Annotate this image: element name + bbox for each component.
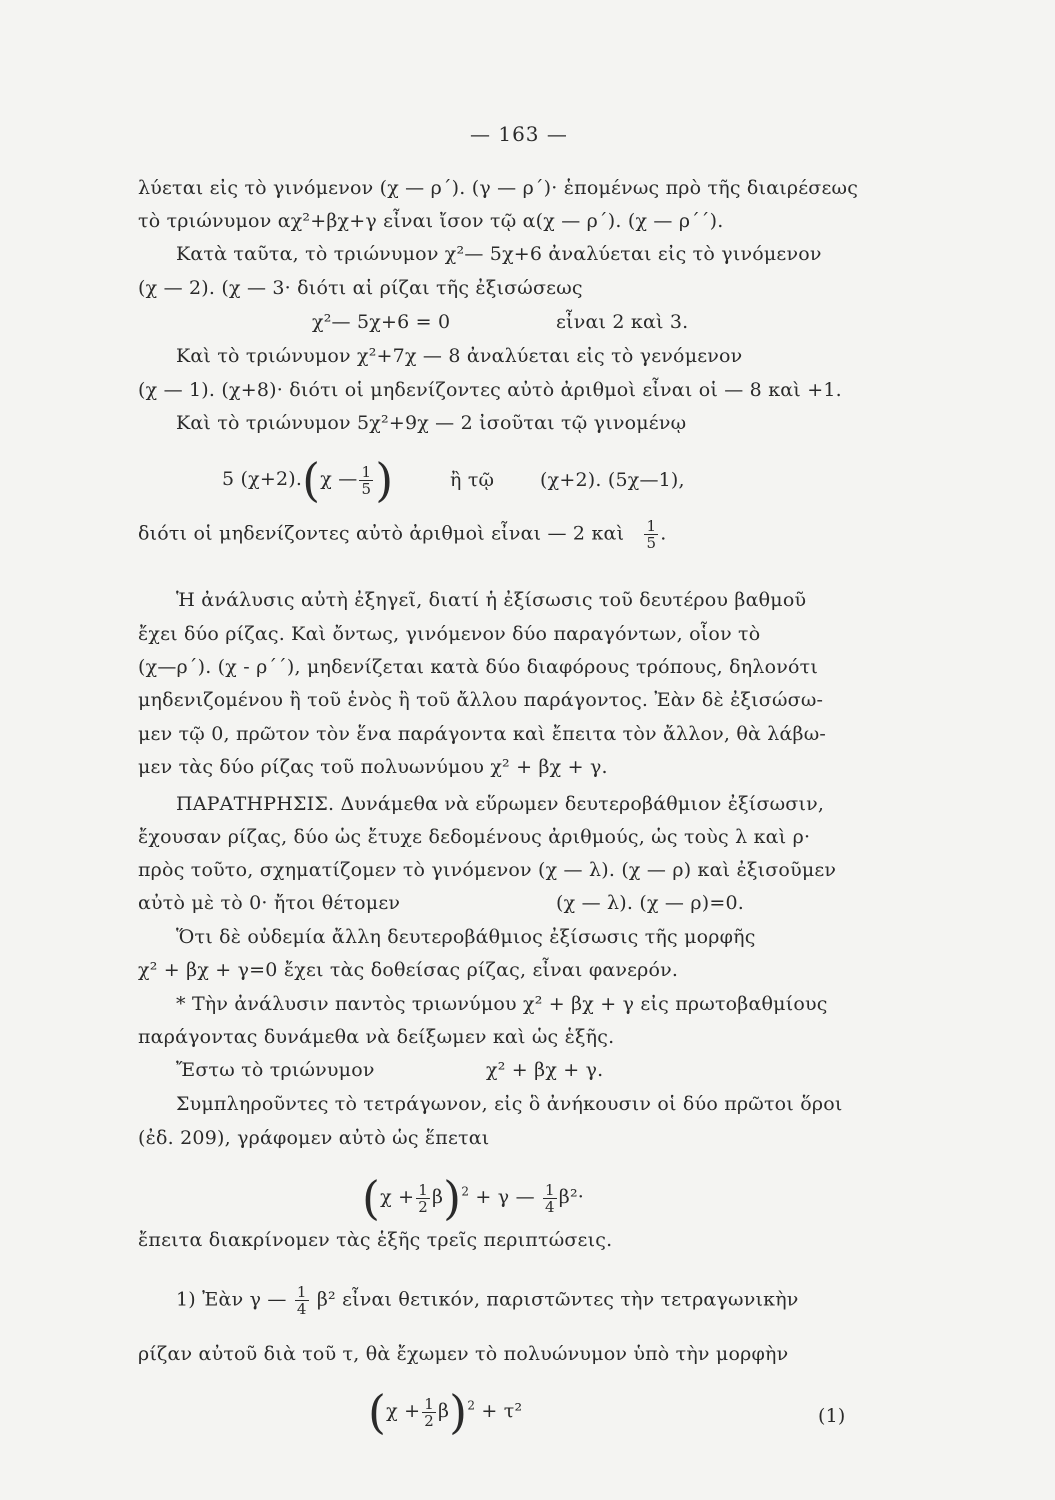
completed-square-formula (362, 1171, 585, 1225)
denominator: 5 (646, 534, 657, 552)
exponent: 2 (467, 1398, 476, 1413)
text-line: μεν τῷ 0, πρῶτον τὸν ἕνα παράγοντα καὶ ἔπειτα τὸν ἄλλον, θὰ λάβω- (138, 723, 827, 745)
text-line: μηδενιζομένου ἢ τοῦ ἑνὸς ἢ τοῦ ἄλλου παράγοντος. Ἐὰν δὲ ἐξισώσω- (138, 689, 824, 711)
text-line: Ἡ ἀνάλυσις αὐτὴ ἐξηγεῖ, διατί ἡ ἐξίσωσις τοῦ δευτέρου βαθμοῦ (176, 589, 807, 611)
numerator: 1 (646, 517, 657, 535)
text-span: 1) Ἐὰν γ — (176, 1288, 287, 1311)
equation: (χ+2). (5χ—1), (540, 469, 685, 491)
text-line: Καὶ τὸ τριώνυμον 5χ²+9χ — 2 ἰσοῦται τῷ γινομένῳ (176, 412, 687, 434)
text-line: Ἔστω τὸ τριώνυμον (176, 1059, 375, 1081)
text-span: β² εἶναι θετικόν, παριστῶντες τὴν τετραγωνικὴν (316, 1288, 799, 1311)
fraction (295, 1284, 309, 1317)
text-line: παράγοντας δυνάμεθα νὰ δείξωμεν καὶ ὡς ἑξῆς. (138, 1026, 615, 1048)
denominator: 5 (361, 479, 372, 498)
text-line: μεν τὰς δύο ρίζας τοῦ πολυωνύμου χ² + βχ + γ. (138, 756, 608, 778)
formula-part: β (431, 1186, 444, 1208)
paren-close: ) (443, 1171, 462, 1225)
equation: χ² + βχ + γ. (486, 1059, 604, 1081)
text-line (176, 1284, 799, 1317)
denominator: 2 (418, 1197, 428, 1216)
formula-part: β (437, 1400, 450, 1422)
fraction (543, 1182, 557, 1215)
formula-part: χ + (380, 1186, 415, 1208)
denominator: 4 (296, 1300, 307, 1318)
formula-one (368, 1385, 523, 1439)
text-line: ἔχει δύο ρίζας. Καὶ ὄντως, γινόμενον δύο παραγόντων, οἷον τὸ (138, 623, 761, 645)
text-line: (χ — 1). (χ+8)· διότι οἱ μηδενίζοντες αὐτὸ ἀριθμοὶ εἶναι οἱ — 8 καὶ +1. (138, 379, 842, 401)
page-number: — 163 — (470, 122, 568, 146)
exponent: 2 (461, 1184, 470, 1199)
text-line: αὐτὸ μὲ τὸ 0· ἤτοι θέτομεν (138, 892, 401, 914)
text-line: Ὅτι δὲ οὐδεμία ἄλλη δευτεροβάθμιος ἐξίσωσις τῆς μορφῆς (176, 926, 756, 948)
denominator: 2 (424, 1411, 434, 1430)
paren-close: ) (449, 1385, 468, 1439)
text-line: ἢ τῷ (450, 469, 495, 491)
equation: (χ — λ). (χ — ρ)=0. (556, 892, 744, 914)
fraction (422, 1396, 436, 1429)
equation: χ²— 5χ+6 = 0 (312, 311, 451, 333)
fraction (644, 518, 658, 551)
text-line: ΠΑΡΑΤΗΡΗΣΙΣ. Δυνάμεθα νὰ εὕρωμεν δευτεροβάθμιον ἐξίσωσιν, (176, 793, 825, 815)
formula-part: χ + (386, 1400, 421, 1422)
fraction (359, 464, 373, 497)
text-line: Καὶ τὸ τριώνυμον χ²+7χ — 8 ἀναλύεται εἰς τὸ γενόμενον (176, 345, 743, 367)
numerator: 1 (296, 1283, 307, 1301)
text-line: (χ—ρ΄). (χ - ρ΄΄), μηδενίζεται κατὰ δύο διαφόρους τρόπους, δηλονότι (138, 656, 818, 678)
paren-close: ) (375, 453, 394, 507)
text-line: Συμπληροῦντες τὸ τετράγωνον, εἰς ὃ ἀνήκουσιν οἱ δύο πρῶτοι ὅροι (176, 1093, 843, 1115)
text-line: πρὸς τοῦτο, σχηματίζομεν τὸ γινόμενον (χ — λ). (χ — ρ) καὶ ἐξισοῦμεν (138, 859, 837, 881)
denominator: 4 (545, 1197, 555, 1216)
text-line: διότι οἱ μηδενίζοντες αὐτὸ ἀριθμοὶ εἶναι — 2 καὶ $\frac{1}{5}$ . (138, 517, 667, 552)
text-line: λύεται εἰς τὸ γινόμενον (χ — ρ΄). (γ — ρ΄)· ἑπομένως πρὸ τῆς διαιρέσεως (138, 177, 859, 199)
numerator: 1 (418, 1180, 428, 1199)
text-line: εἶναι 2 καὶ 3. (556, 311, 689, 333)
text-line: (χ — 2). (χ — 3· διότι αἱ ρίζαι τῆς ἐξισώσεως (138, 277, 583, 299)
numerator: 1 (361, 462, 372, 481)
equation-part: χ — (320, 468, 358, 490)
paren-open: ( (302, 453, 321, 507)
paren-open: ( (362, 1171, 381, 1225)
equation-product (222, 453, 394, 507)
text-line: Κατὰ ταῦτα, τὸ τριώνυμον χ²— 5χ+6 ἀναλύεται εἰς τὸ γινόμενον (176, 243, 822, 265)
paren-open: ( (368, 1385, 387, 1439)
text-line: χ² + βχ + γ=0 ἔχει τὰς δοθείσας ρίζας, εἶναι φανερόν. (138, 959, 679, 981)
text-line: τὸ τριώνυμον αχ²+βχ+γ εἶναι ἴσον τῷ α(χ — ρ΄). (χ — ρ΄΄). (138, 210, 724, 232)
fraction (416, 1182, 430, 1215)
text-line: ἔπειτα διακρίνομεν τὰς ἑξῆς τρεῖς περιπτώσεις. (138, 1229, 613, 1251)
equation-part: 5 (χ+2). (222, 468, 303, 490)
formula-part: + τ² (481, 1400, 523, 1422)
numerator: 1 (424, 1394, 434, 1413)
text-line: (ἐδ. 209), γράφομεν αὐτὸ ὡς ἕπεται (138, 1127, 490, 1149)
text-span: διότι οἱ μηδενίζοντες αὐτὸ ἀριθμοὶ εἶναι — 2 καὶ (138, 522, 625, 545)
text-line: ἔχουσαν ρίζας, δύο ὡς ἔτυχε δεδομένους ἀριθμούς, ὡς τοὺς λ καὶ ρ· (138, 826, 811, 848)
equation-label: (1) (818, 1405, 846, 1427)
numerator: 1 (545, 1180, 555, 1199)
formula-part: β²· (558, 1186, 585, 1208)
formula-part: + γ — (475, 1186, 535, 1208)
text-line: ρίζαν αὐτοῦ διὰ τοῦ τ, θὰ ἔχωμεν τὸ πολυώνυμον ὑπὸ τὴν μορφὴν (138, 1343, 789, 1365)
text-line: * Τὴν ἀνάλυσιν παντὸς τριωνύμου χ² + βχ + γ εἰς πρωτοβαθμίους (176, 993, 828, 1015)
